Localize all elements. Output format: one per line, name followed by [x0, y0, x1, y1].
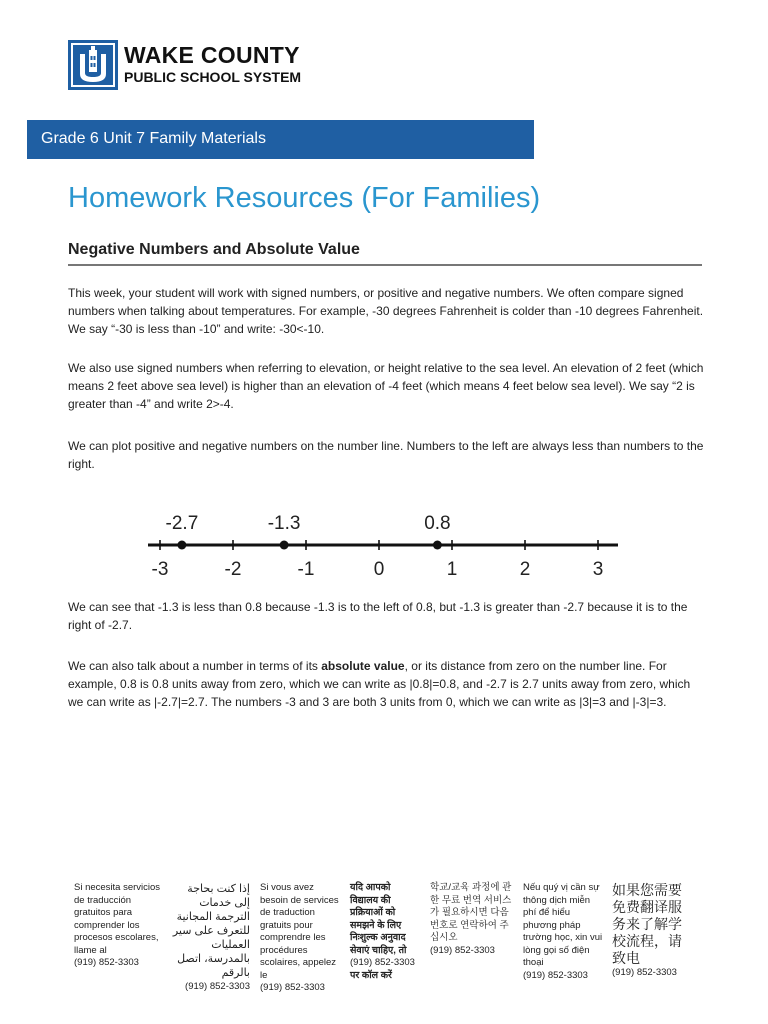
korean-phone: (919) 852-3303: [430, 944, 495, 956]
number-line-point-label: -1.3: [267, 513, 301, 534]
korean-text: 학교/교육 과정에 관한 무료 번역 서비스가 필요하시면 다음 번호로 연락하여 주십시오: [430, 882, 512, 943]
logo-subtitle: PUBLIC SCHOOL SYSTEM: [124, 69, 302, 85]
absolute-value-term: absolute value: [321, 659, 405, 673]
translation-korean: [430, 882, 514, 957]
hindi-call-text: पर कॉल करें: [350, 969, 392, 981]
vietnamese-text: Nếu quý vị cần sự thông dịch miễn phí để hiểu phương pháp trường học, xin vui lòng gọi số điện thoại: [523, 882, 603, 968]
translation-vietnamese: [523, 882, 603, 982]
number-line-point: [177, 541, 186, 550]
chinese-text: 如果您需要免费翻译服务来了解学校流程，请致电: [612, 882, 682, 966]
absolute-value-explanation: , or its distance from zero on the number line. For example, 0.8 is 0.8 units away from zero, which we can write as |0.8|=0.8, and -2.7 is 2.7 units away from zero, which we can write as |-2.7|=2.7. The numbers -3 and 3 are both 3 units from 0, which we can write as |3|=3 and |-3|=3.: [68, 659, 691, 709]
paragraph-number-line: We can plot positive and negative numbers on the number line. Numbers to the left are always less than numbers to the right.: [68, 439, 704, 471]
paragraph-temperature: This week, your student will work with signed numbers, or positive and negative numbers. We often compare signed numbers when talking about temperatures. For example, -30 degrees Fahrenheit is colder than -10 degrees Fahrenheit. We say “-30 is less than -10” and write: -30<-10.: [68, 286, 704, 336]
grade-banner: [27, 120, 534, 159]
number-line-tick-label: 1: [446, 559, 458, 580]
french-phone: (919) 852-3303: [260, 982, 325, 993]
hindi-text: यदि आपको विद्यालय की प्रक्रियाओं को समझने के लिए निःशुल्क अनुवाद सेवाएं चाहिए, तो: [350, 882, 407, 956]
french-text: Si vous avez besoin de services de traduction gratuits pour comprendre les procédures scolaires, appelez le: [260, 882, 339, 981]
page-title: Homework Resources (For Families): [68, 182, 541, 214]
logo-title: WAKE COUNTY: [124, 42, 300, 68]
number-line-point: [280, 541, 289, 550]
number-line-point: [433, 541, 442, 550]
number-line-point-label: 0.8: [424, 513, 451, 534]
number-line-tick-label: -2: [224, 559, 242, 580]
arabic-text: إذا كنت بحاجة إلى خدمات الترجمة المجانية للتعرف على سير العمليات بالمدرسة، اتصل بالرقم: [172, 883, 250, 979]
banner-text: Grade 6 Unit 7 Family Materials: [41, 130, 266, 147]
number-line-tick-label: 3: [592, 559, 604, 580]
spanish-phone: (919) 852-3303: [74, 957, 139, 968]
translation-spanish: [74, 882, 164, 970]
number-line-point-label: -2.7: [165, 513, 199, 534]
number-line-tick-label: 0: [373, 559, 385, 580]
number-line-tick-label: -3: [151, 559, 169, 580]
translation-french: [260, 882, 340, 995]
chinese-phone: (919) 852-3303: [612, 967, 677, 978]
number-line: [140, 505, 630, 585]
absolute-value-intro: We can also talk about a number in terms of its: [68, 659, 322, 673]
translation-footer: [68, 870, 688, 993]
arabic-phone: (919) 852-3303: [185, 981, 250, 992]
translation-chinese: [612, 882, 688, 979]
translation-arabic: [172, 882, 250, 994]
spanish-text: Si necesita servicios de traducción gratuitos para comprender los procesos escolares, llame al: [74, 882, 161, 956]
number-line-tick-label: 2: [519, 559, 531, 580]
number-line-tick-label: -1: [297, 559, 315, 580]
hindi-phone: (919) 852-3303: [350, 957, 415, 968]
divider: [68, 264, 702, 266]
translation-hindi: [350, 882, 420, 982]
school-building-icon: [68, 40, 118, 90]
section-heading: Negative Numbers and Absolute Value: [68, 241, 360, 258]
vietnamese-phone: (919) 852-3303: [523, 969, 588, 981]
paragraph-absolute-value: [68, 657, 704, 711]
paragraph-comparison: We can see that -1.3 is less than 0.8 because -1.3 is to the left of 0.8, but -1.3 is greater than -2.7 because it is to the right of -2.7.: [68, 600, 688, 632]
paragraph-elevation: We also use signed numbers when referring to elevation, or height relative to the sea level. An elevation of 2 feet (which means 2 feet above sea level) is higher than an elevation of -4 feet (which means 4 feet below sea level). We say “2 is greater than -4” and write 2>-4.: [68, 361, 704, 411]
